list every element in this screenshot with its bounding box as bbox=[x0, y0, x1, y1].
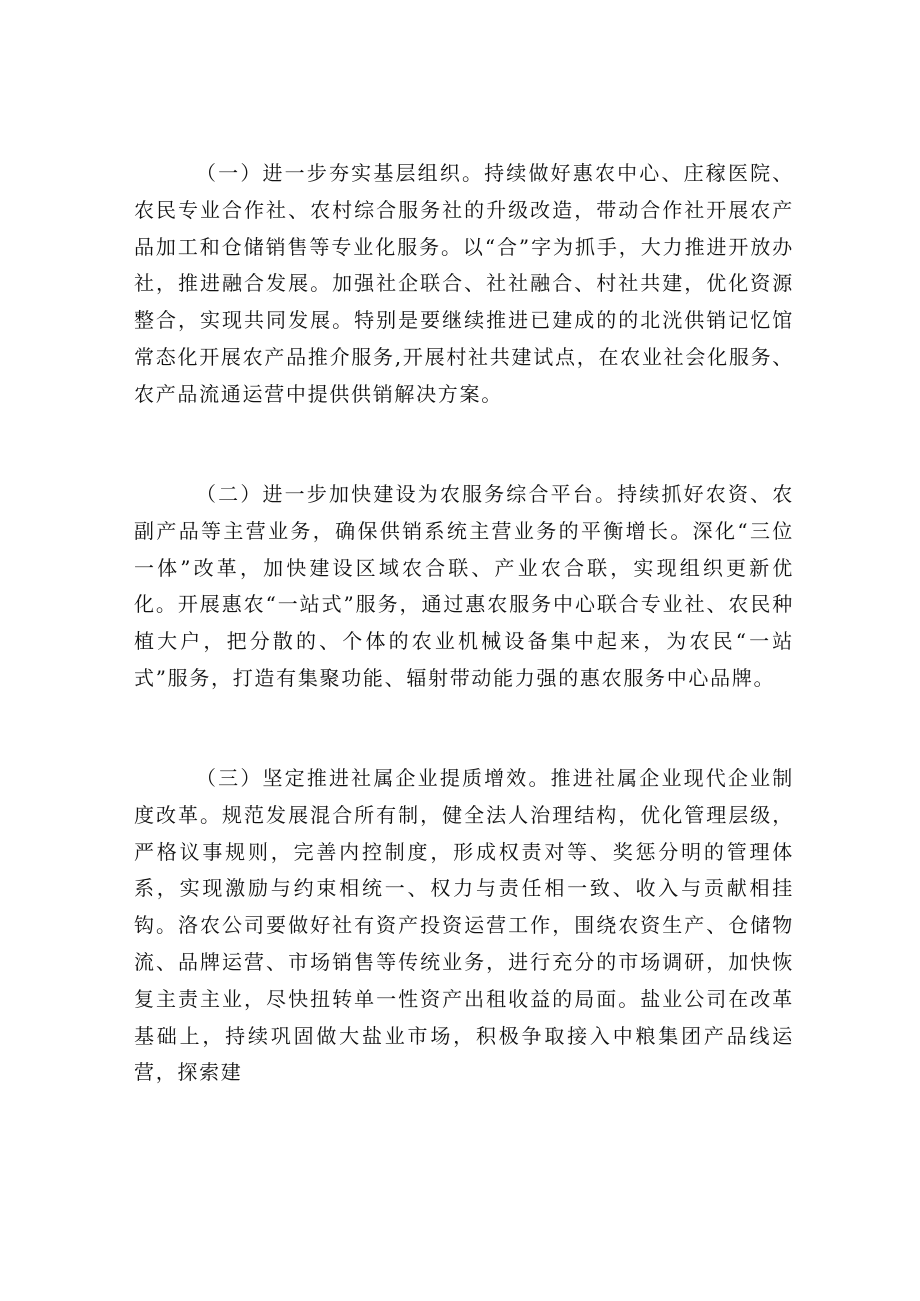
paragraph-enterprise-efficiency: （三）坚定推进社属企业提质增效。推进社属企业现代企业制度改革。规范发展混合所有制，健全法人治理结构，优化管理层级，严格议事规则，完善内控制度，形成权责对等、奖惩分明的管理体系，实现激励与约束相统一、权力与责任相一致、收入与贡献相挂钩。洛农公司要做好社有资产投资运营工作，围绕农资生产、仓储物流、品牌运营、市场销售等传统业务，进行充分的市场调研，加快恢复主责主业，尽快扭转单一性资产出租收益的局面。盐业公司在改革基础上，持续巩固做大盐业市场，积极争取接入中粮集团产品线运营，探索建 bbox=[134, 766, 794, 1085]
paragraph-service-platform: （二）进一步加快建设为农服务综合平台。持续抓好农资、农副产品等主营业务，确保供销系统主营业务的平衡增长。深化“三位一体”改革，加快建设区域农合联、产业农合联，实现组织更新优化。开展惠农“一站式”服务，通过惠农服务中心联合专业社、农民种植大户，把分散的、个体的农业机械设备集中起来，为农民“一站式”服务，打造有集聚功能、辐射带动能力强的惠农服务中心品牌。 bbox=[134, 482, 794, 690]
paragraph-strengthen-grassroots: （一）进一步夯实基层组织。持续做好惠农中心、庄稼医院、农民专业合作社、农村综合服务社的升级改造，带动合作社开展农产品加工和仓储销售等专业化服务。以“合”字为抓手，大力推进开放办社，推进融合发展。加强社企联合、社社融合、村社共建，优化资源整合，实现共同发展。特别是要继续推进已建成的的北洸供销记忆馆常态化开展农产品推介服务,开展村社共建试点，在农业社会化服务、农产品流通运营中提供供销解决方案。 bbox=[134, 161, 794, 406]
